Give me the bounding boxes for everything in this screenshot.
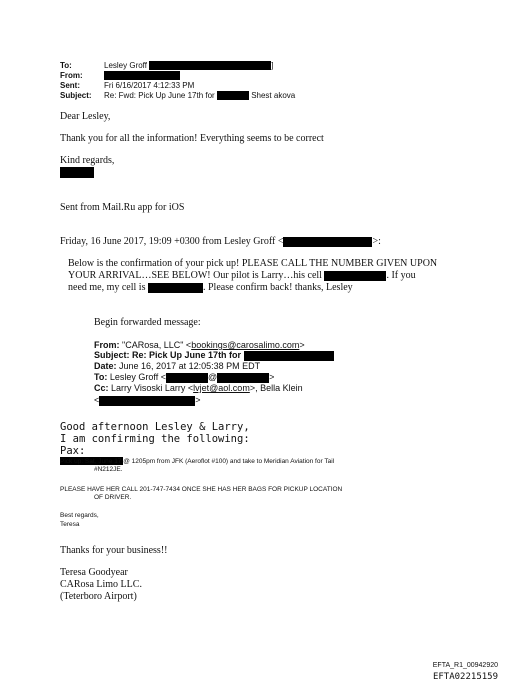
thanks-line: Thanks for your business!! [60, 545, 168, 556]
notice-line1: PLEASE HAVE HER CALL 201-747-7434 ONCE SHE HAS HER BAGS FOR PICKUP LOCATION [60, 486, 343, 493]
fwd-to: To: Lesley Groff < @ > [94, 372, 275, 382]
header-sent: Sent: Fri 6/16/2017 4:12:33 PM [60, 81, 195, 90]
footer-ref2: EFTA02215159 [432, 672, 498, 682]
cc-email-link[interactable]: lvjet@aol.com [193, 383, 250, 393]
notice-line2: OF DRIVER. [94, 494, 132, 501]
fwd-subject: Subject: Re: Pick Up June 17th for [94, 350, 334, 361]
booking-name: Teresa [60, 521, 80, 528]
pickup-line2: #N212JE. [94, 466, 123, 473]
pickup-line1: Pick up: Sat, June 17 @ 1205pm from JFK (Aeroflot #100) and take to Meridian Aviation for Tail [60, 458, 335, 465]
to-name: Lesley Groff [104, 61, 147, 70]
redaction-block [283, 237, 372, 247]
reply-body: Thank you for all the information! Everything seems to be correct [60, 133, 324, 144]
sig-company: CARosa Limo LLC. [60, 579, 142, 590]
begin-forwarded: Begin forwarded message: [94, 317, 201, 328]
fwd-from: From: "CARosa, LLC" <bookings@carosalimo.com> [94, 340, 305, 350]
fwd-cc-line2: < > [94, 395, 201, 405]
booking-greeting: Good afternoon Lesley & Larry, [60, 421, 250, 433]
redaction-block [99, 396, 195, 406]
fwd-date: Date: June 16, 2017 at 12:05:38 PM EDT [94, 361, 261, 371]
header-subject: Subject: Re: Fwd: Pick Up June 17th for Shest akova [60, 91, 296, 100]
redaction-block [166, 373, 208, 383]
reply-greeting: Dear Lesley, [60, 111, 111, 122]
quoted-line: Friday, 16 June 2017, 19:09 +0300 from Lesley Groff < >: [60, 236, 381, 247]
redaction-block [149, 61, 271, 70]
quoted-para-line2: YOUR ARRIVAL…SEE BELOW! Our pilot is Larry…his cell . If you [68, 270, 416, 281]
booking-regards: Best regards, [60, 512, 99, 519]
fwd-cc: Cc: Larry Visoski Larry <lvjet@aol.com>, Bella Klein [94, 383, 303, 393]
redaction-block [217, 373, 269, 383]
sig-location: (Teterboro Airport) [60, 591, 137, 602]
redaction-block [217, 91, 249, 100]
footer-ref1: EFTA_R1_00942920 [432, 662, 498, 669]
redaction-block [244, 351, 334, 361]
header-to: To: Lesley Groff ] [60, 61, 274, 70]
quoted-para-line3: need me, my cell is . Please confirm back! thanks, Lesley [68, 282, 353, 293]
redaction-block [324, 271, 386, 281]
booking-pax: Pax: [60, 445, 86, 457]
booking-confirming: I am confirming the following: [60, 433, 250, 445]
redaction-block [104, 71, 180, 80]
quoted-para-line1: Below is the confirmation of your pick up! PLEASE CALL THE NUMBER GIVEN UPON [68, 258, 438, 269]
from-email-link[interactable]: bookings@carosalimo.com [191, 340, 300, 350]
sig-name: Teresa Goodyear [60, 567, 128, 578]
reply-closing: Kind regards, [60, 155, 115, 166]
redaction-block [60, 167, 94, 178]
sent-from: Sent from Mail.Ru app for iOS [60, 202, 185, 213]
redaction-block [148, 283, 203, 293]
header-from: From: [60, 71, 83, 81]
